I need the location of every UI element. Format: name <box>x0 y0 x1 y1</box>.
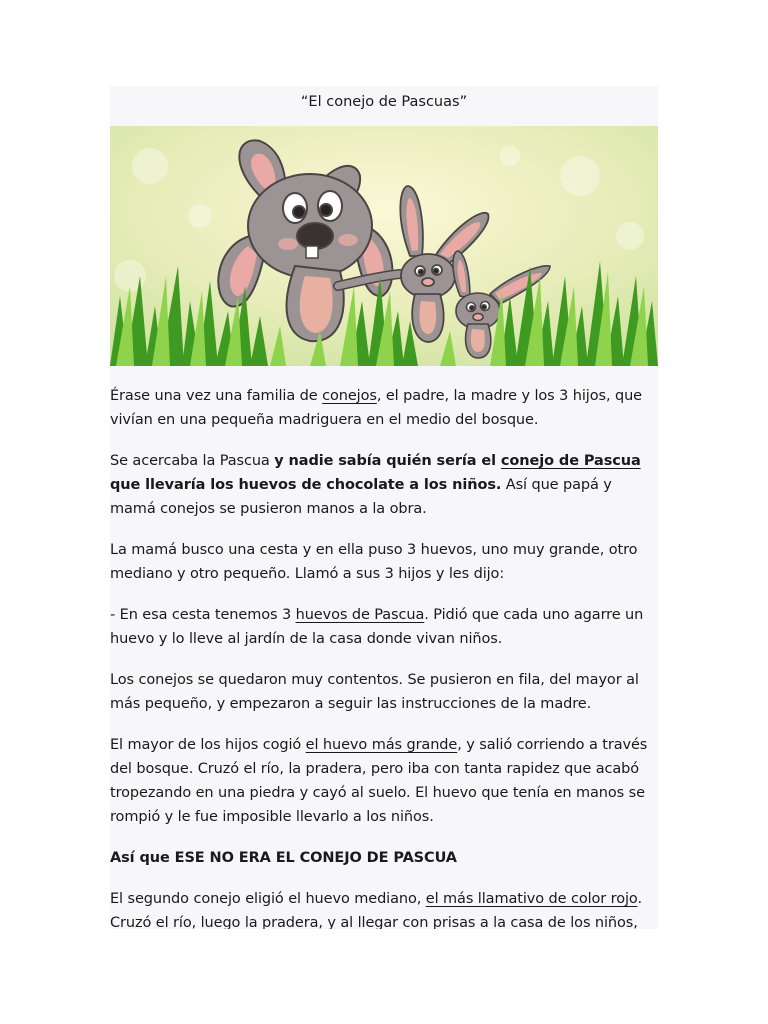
link-conejo-de-pascua[interactable]: conejo de Pascua <box>500 453 641 469</box>
paragraph-3: La mamá busco una cesta y en ella puso 3 huevos, uno muy grande, otro mediano y otro pequeño. Llamó a sus 3 hijos y les dijo: <box>110 542 638 582</box>
paragraph-6: El mayor de los hijos cogió el huevo más grande, y salió corriendo a través del bosque. Cruzó el río, la pradera, pero iba con tanta rapidez que acabó tropezando en una piedra y cayó al suelo. El huevo que tenía en manos se rompió y le fue imposible llevarlo a los niños. <box>110 737 648 825</box>
paragraph-1: Érase una vez una familia de conejos, el padre, la madre y los 3 hijos, que vivían en una pequeña madriguera en el medio del bosque. <box>110 388 642 428</box>
document-page <box>110 86 658 929</box>
paragraph-4: - En esa cesta tenemos 3 huevos de Pascua. Pidió que cada uno agarre un huevo y lo lleve al jardín de la casa donde vivan niños. <box>110 607 644 647</box>
paragraph-2: Se acercaba la Pascua y nadie sabía quién sería el conejo de Pascua que llevaría los huevos de chocolate a los niños. Así que papá y mamá conejos se pusieron manos a la obra. <box>110 453 641 517</box>
link-conejos[interactable]: conejos <box>322 388 377 404</box>
paragraph-7-heading: Así que ESE NO ERA EL CONEJO DE PASCUA <box>110 850 457 866</box>
story-title: “El conejo de Pascuas” <box>300 94 468 110</box>
link-color-rojo[interactable]: el más llamativo de color rojo <box>425 891 638 907</box>
link-huevo-mas-grande[interactable]: el huevo más grande <box>305 737 458 753</box>
paragraph-5: Los conejos se quedaron muy contentos. Se pusieron en fila, del mayor al más pequeño, y empezaron a seguir las instrucciones de la madre. <box>110 672 639 712</box>
easter-bunnies-illustration <box>110 126 658 366</box>
story-body <box>110 384 658 929</box>
link-huevos-de-pascua[interactable]: huevos de Pascua <box>295 607 425 623</box>
paragraph-8: El segundo conejo eligió el huevo mediano, el más llamativo de color rojo. Cruzó el río, luego la pradera, y al llegar con prisas a la casa de los niños, <box>110 891 642 929</box>
